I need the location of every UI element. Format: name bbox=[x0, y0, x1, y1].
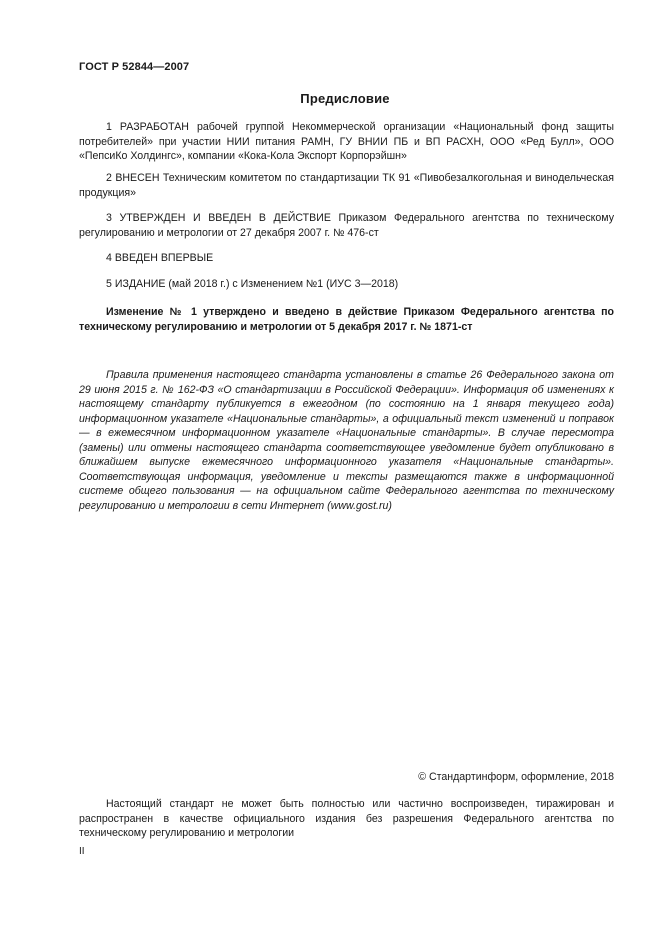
preface-item-introduced: 2 ВНЕСЕН Техническим комитетом по стандартизации ТК 91 «Пивобезалкогольная и винодельческая продукция» bbox=[79, 172, 614, 199]
copyright-line: © Стандартинформ, оформление, 2018 bbox=[418, 771, 614, 783]
preface-heading: Предисловие bbox=[300, 91, 390, 106]
page-number: II bbox=[79, 846, 85, 857]
document-code: ГОСТ Р 52844—2007 bbox=[79, 61, 190, 73]
application-rules: Правила применения настоящего стандарта установлены в статье 26 Федерального закона от 29 июня 2015 г. № 162-ФЗ «О стандартизации в Российской Федерации». Информация об изменениях к настоящему стандарту публикуется в ежегодном (по состоянию на 1 января текущего года) информационном указателе «Национальные стандарты», а официальный текст изменений и поправок — в ежемесячном информационном указателе «Национальные стандарты». В случае пересмотра (замены) или отмены настоящего стандарта соответствующее уведомление будет опубликовано в ближайшем выпуске ежемесячного информационного указателя «Национальные стандарты». Соответствующая информация, уведомление и тексты размещаются также в информационной системе общего пользования — на официальном сайте Федерального агентства по техническому регулированию и метрологии в сети Интернет (www.gost.ru) bbox=[79, 369, 614, 512]
preface-item-developed: 1 РАЗРАБОТАН рабочей группой Некоммерческой организации «Национальный фонд защиты потребителей» при участии НИИ питания РАМН, ГУ ВНИИ ПБ и ВП РАСХН, ООО «Ред Булл», ООО «ПепсиКо Холдингс», компании «Кока-Кола Экспорт Корпорэйшн» bbox=[79, 121, 614, 162]
amendment-notice: Изменение № 1 утверждено и введено в действие Приказом Федерального агентства по техническому регулированию и метрологии от 5 декабря 2017 г. № 1871-ст bbox=[79, 306, 614, 333]
preface-item-approved: 3 УТВЕРЖДЕН И ВВЕДЕН В ДЕЙСТВИЕ Приказом Федерального агентства по техническому регулированию и метрологии от 27 декабря 2007 г. № 476-ст bbox=[79, 212, 614, 239]
reproduction-notice: Настоящий стандарт не может быть полностью или частично воспроизведен, тиражирован и распространен в качестве официального издания без разрешения Федерального агентства по техническому регулированию и метрологии bbox=[79, 798, 614, 839]
preface-item-first-edition: 4 ВВЕДЕН ВПЕРВЫЕ bbox=[106, 252, 214, 264]
preface-item-publication: 5 ИЗДАНИЕ (май 2018 г.) с Изменением №1 (ИУС 3—2018) bbox=[106, 278, 399, 290]
